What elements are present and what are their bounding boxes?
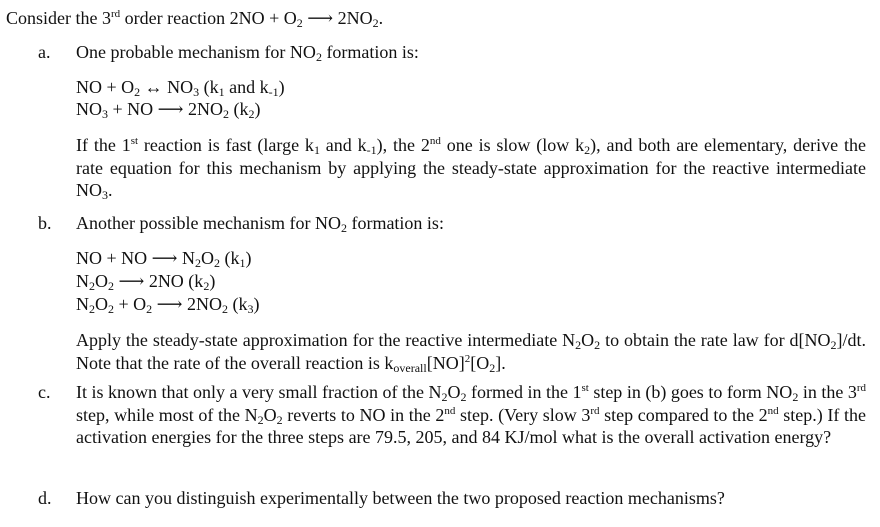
q-sub: 2 — [441, 390, 448, 404]
q-sub: -1 — [366, 143, 377, 157]
q-text: step compared to the 2 — [599, 404, 768, 425]
part-b-question — [76, 329, 866, 374]
q-sub: 2 — [489, 360, 496, 375]
intro-text: order reaction 2NO + O — [120, 8, 297, 28]
part-d-label: d. — [38, 488, 52, 508]
eq-text: 2NO — [183, 99, 223, 119]
eq-text: + NO — [108, 99, 158, 119]
intro-sub: 2 — [296, 16, 303, 30]
eq-sub: 2 — [221, 302, 228, 316]
eq-text: O — [95, 271, 108, 291]
q-text: ), the 2 — [376, 135, 430, 155]
eq-sub: 1 — [239, 256, 246, 270]
q-sup: nd — [444, 404, 456, 417]
q-sup: 2 — [464, 352, 471, 365]
reaction-arrow-icon: ⟶ — [157, 99, 184, 119]
q-text: ), and both are elementary, derive the rate equation for this mechanism by applying the steady-state approximation for the reactive intermediate NO — [76, 135, 866, 200]
part-a-step-1 — [76, 76, 285, 98]
eq-sub: 2 — [108, 279, 114, 293]
heading-sub: 2 — [315, 50, 322, 64]
eq-sub: 3 — [102, 107, 108, 121]
eq-text: N — [76, 294, 89, 314]
q-text: reverts to NO in the 2 — [282, 404, 445, 425]
reaction-arrow-icon: ⟶ — [118, 271, 145, 291]
eq-sub: 2 — [108, 302, 114, 316]
q-text: reaction is fast (large k — [138, 135, 314, 155]
intro-text: . — [378, 8, 384, 28]
q-text: O — [581, 330, 595, 350]
eq-text: + O — [114, 294, 147, 314]
intro-text: Consider the 3 — [6, 8, 111, 28]
eq-text: O — [200, 248, 214, 268]
part-a-step-2 — [76, 98, 260, 120]
eq-sub: 3 — [247, 302, 254, 316]
q-text: and k — [319, 135, 367, 155]
q-sub: 2 — [257, 412, 264, 427]
heading-text: One probable mechanism for NO — [76, 42, 316, 62]
eq-text: NO + O — [76, 77, 135, 97]
eq-text: NO — [76, 99, 102, 119]
q-text: [NO] — [426, 352, 465, 373]
q-sup: nd — [767, 404, 779, 417]
q-sub: 2 — [594, 338, 601, 352]
eq-text: N — [177, 248, 195, 268]
q-text: step in (b) goes to form NO — [588, 382, 793, 402]
q-sub: 1 — [313, 143, 320, 157]
eq-sub: -1 — [268, 85, 279, 99]
q-text: Apply the steady-state approximation for the reactive intermediate N — [76, 330, 576, 350]
problem-intro — [6, 7, 383, 29]
part-b-step-3 — [76, 293, 259, 315]
q-text: formed in the 1 — [466, 382, 582, 402]
q-sub: 2 — [830, 338, 837, 352]
eq-sub: 2 — [213, 256, 220, 270]
heading-sub: 2 — [340, 221, 347, 235]
intro-text: 2NO — [337, 8, 373, 28]
eq-text: ) — [254, 99, 261, 119]
eq-sub: 2 — [222, 107, 229, 121]
reaction-arrow-icon: ⟶ — [151, 248, 178, 268]
eq-text: (k — [227, 294, 248, 314]
part-a-heading — [76, 41, 419, 63]
heading-text: Another possible mechanism for NO — [76, 213, 341, 233]
eq-text: 2NO — [182, 294, 222, 314]
part-a-label: a. — [38, 42, 51, 62]
eq-text: ) — [253, 294, 260, 314]
q-text: [O — [470, 352, 490, 373]
eq-sub: 2 — [134, 85, 141, 99]
eq-sub: 3 — [193, 85, 200, 99]
q-sub: 2 — [792, 390, 799, 404]
q-sub: 2 — [575, 338, 582, 352]
eq-text: N — [76, 271, 89, 291]
heading-text: formation is: — [321, 42, 419, 62]
reaction-arrow-icon: ⟶ — [156, 294, 183, 314]
q-sup: nd — [429, 135, 441, 147]
eq-sub: 2 — [248, 107, 255, 121]
q-sup: rd — [856, 382, 866, 394]
q-sub: 2 — [276, 412, 283, 427]
eq-text: (k — [199, 77, 219, 97]
q-text: one is slow (low k — [440, 135, 585, 155]
eq-text: (k — [219, 248, 240, 268]
q-text: step. (Very slow 3 — [455, 404, 591, 425]
eq-sub: 2 — [203, 279, 210, 293]
heading-text: formation is: — [346, 213, 444, 233]
q-sub: 3 — [102, 188, 108, 202]
equilibrium-arrow-icon: ↔ — [140, 77, 168, 97]
q-sup: st — [581, 382, 589, 394]
intro-sub: 2 — [372, 16, 379, 30]
q-text: O — [447, 382, 461, 402]
eq-text: NO — [167, 77, 194, 97]
eq-text: ) — [245, 248, 252, 268]
eq-text: 2NO (k — [144, 271, 204, 291]
part-c-question — [76, 381, 866, 449]
eq-text: ) — [278, 77, 285, 97]
q-text: step, while most of the N — [76, 404, 258, 425]
part-a-question — [76, 134, 866, 202]
eq-text: and k — [224, 77, 269, 97]
q-text: step.) If the activation energies for the three steps are 79.5, 205, and 84 KJ/mol what is the overall activation energy? — [76, 404, 867, 447]
reaction-arrow-icon: ⟶ — [302, 8, 338, 28]
eq-sub: 2 — [194, 256, 201, 270]
q-sub: overall — [393, 360, 427, 375]
q-sub: 2 — [460, 390, 467, 404]
part-d-question: How can you distinguish experimentally between the two proposed reaction mechanisms? — [76, 488, 725, 508]
eq-text: O — [95, 294, 108, 314]
q-text: O — [263, 404, 277, 425]
eq-sub: 2 — [89, 302, 95, 316]
intro-sup: rd — [111, 8, 121, 20]
part-b-heading — [76, 212, 444, 234]
eq-sub: 1 — [218, 85, 225, 99]
q-text: ]. — [495, 352, 506, 373]
q-sub: 2 — [584, 143, 591, 157]
q-text: It is known that only a very small fraction of the N — [76, 382, 442, 402]
part-b-label: b. — [38, 213, 52, 233]
q-text: in the 3 — [798, 382, 857, 402]
eq-text: NO + NO — [76, 248, 152, 268]
q-text: to obtain the rate law for d[NO — [600, 330, 831, 350]
q-text: ]/dt. Note that the rate of the overall reaction is k — [76, 330, 866, 373]
q-sup: rd — [590, 404, 600, 417]
q-text: If the 1 — [76, 135, 131, 155]
eq-sub: 2 — [146, 302, 153, 316]
eq-text: ) — [209, 271, 216, 291]
part-c-label: c. — [38, 382, 51, 402]
part-b-step-1 — [76, 247, 251, 269]
eq-text: (k — [228, 99, 249, 119]
q-sup: st — [130, 135, 139, 147]
eq-sub: 2 — [89, 279, 95, 293]
q-text: . — [108, 180, 113, 200]
part-b-step-2 — [76, 270, 215, 292]
